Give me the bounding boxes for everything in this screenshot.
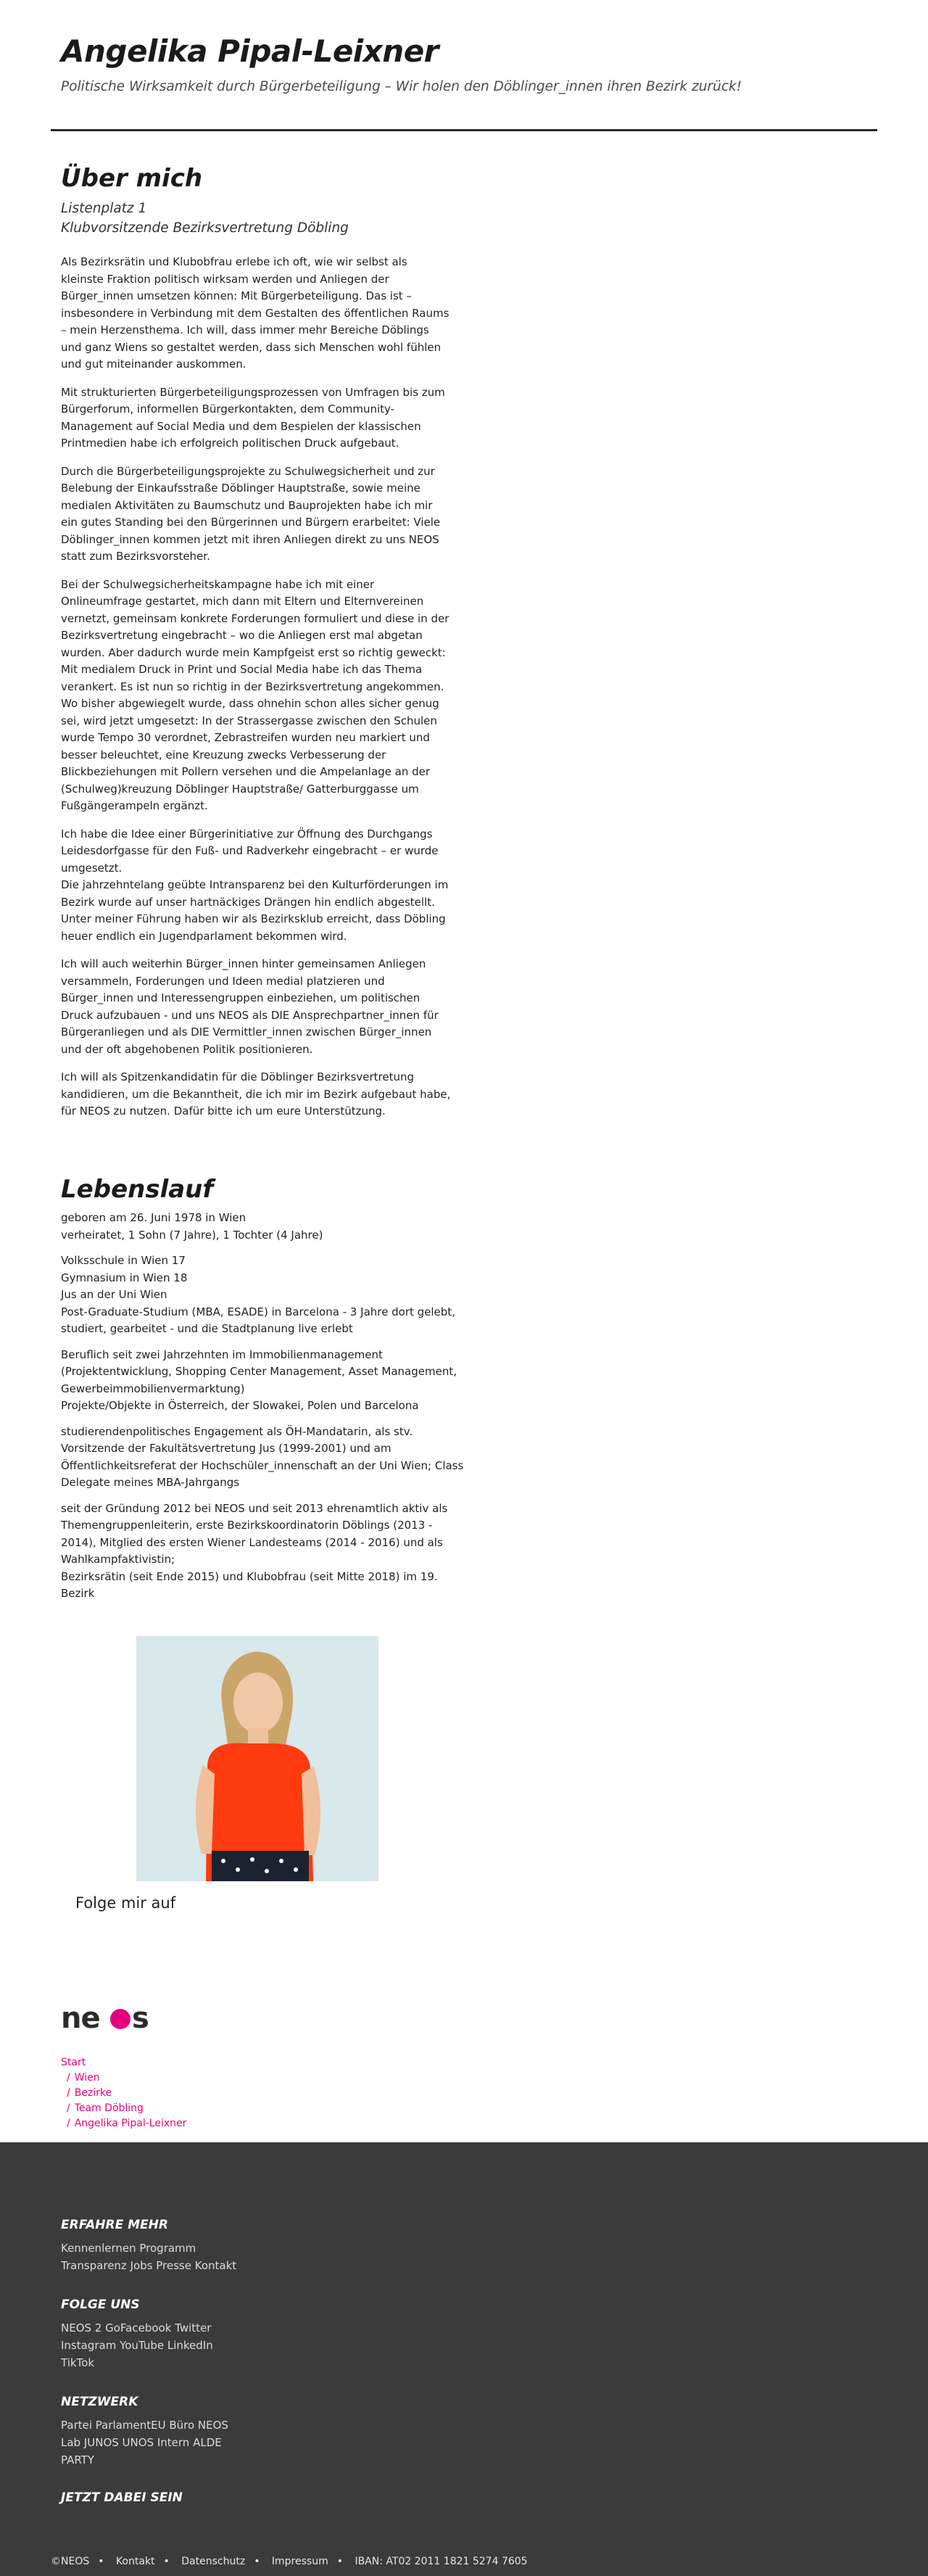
cv-paragraph: geboren am 26. Juni 1978 in Wien verheiratet, 1 Sohn (7 Jahre), 1 Tochter (4 Jahre) <box>61 1211 323 1242</box>
svg-text:ne: ne <box>61 2002 100 2035</box>
about-paragraph: Als Bezirksrätin und Klubobfrau erlebe ich oft, wie wir selbst als kleinste Fraktion politisch wirksam werden und Anliegen der Bürger_innen umsetzen können: Mit Bürgerbeteiligung. Das ist – insbesondere in Verbindung mit dem Gestalten des öffentlichen Raums – mein Herzensthema. Ich will, dass immer mehr Bereiche Döblings und ganz Wiens so gestaltet werden, dass sich Menschen wohl fühlen und gut miteinander auskommen. <box>61 255 450 371</box>
footer-section-join <box>61 2490 183 2505</box>
contact-link[interactable]: Kontakt <box>115 2556 155 2567</box>
copyright: ©NEOS <box>51 2556 90 2567</box>
portrait-photo <box>136 1636 378 1881</box>
join-link[interactable]: JETZT DABEI SEIN <box>61 2490 183 2505</box>
about-paragraph: Bei der Schulwegsicherheitskampagne habe ich mit einer Onlineumfrage gestartet, mich dann mit Eltern und Elternvereinen vernetzt, gemeinsam konkrete Forderungen formuliert und diese in der Bezirksvertretung eingebracht – wo die Anliegen erst mal abgetan wurden. Aber dadurch wurde mein Kampfgeist erst so richtig geweckt: Mit medialem Druck in Print und Social Media habe ich das Thema verankert. Es ist nun so richtig in der Bezirksvertretung angekommen. Wo bisher abgewiegelt wurde, dass ohnehin schon alles sicher genug sei, wird jetzt umgesetzt: In der Strassergasse zwischen den Schulen wurde Tempo 30 verordnet, Zebrastreifen wurden neu markiert und besser beleuchtet, eine Kreuzung zwecks Verbesserung der Blickbeziehungen mit Pollern versehen und die Ampelanlage an der (Schulweg)kreuzung Döblinger Hauptstraße/ Gatterburggasse um Fußgängerampeln ergänzt. <box>61 577 450 812</box>
page-title: Angelika Pipal-Leixner <box>61 33 439 69</box>
follow-me-label: Folge mir auf <box>75 1894 176 1912</box>
cv-paragraph: Beruflich seit zwei Jahrzehnten im Immobilienmanagement (Projektentwicklung, Shopping Center Management, Asset Management, Gewerbeimmobilienvermarktung) Projekte/Objekte in Österreich, der Slowakei, Polen und Barcelona <box>61 1347 457 1412</box>
neos-logo[interactable] <box>61 2002 155 2035</box>
footer-links[interactable]: Kennenlernen Programm Transparenz Jobs Presse Kontakt <box>61 2242 237 2272</box>
cv-title: Lebenslauf <box>61 1175 214 1204</box>
breadcrumb-item-wien[interactable]: Wien <box>74 2072 100 2084</box>
about-paragraph: Ich will als Spitzenkandidatin für die Döblinger Bezirksvertretung kandidieren, um die Bekanntheit, die ich mir im Bezirk aufgebaut habe, für NEOS zu nutzen. Dafür bitte ich um eure Unterstützung. <box>61 1070 451 1118</box>
about-paragraph: Durch die Bürgerbeteiligungsprojekte zu Schulwegsicherheit und zur Belebung der Einkaufsstraße Döblinger Hauptstraße, sowie meine medialen Aktivitäten zu Baumschutz und Bauprojekten habe ich mir ein gutes Standing bei den Bürgerinnen und Bürgern erarbeitet: Viele Döblinger_innen kommen jetzt mit ihren Anliegen direkt zu uns NEOS statt zum Bezirksvorsteher. <box>61 464 441 563</box>
breadcrumb-item-start[interactable]: Start <box>61 2057 86 2068</box>
breadcrumb-item-current[interactable]: Angelika Pipal-Leixner <box>74 2118 187 2129</box>
about-paragraph: Ich will auch weiterhin Bürger_innen hinter gemeinsamen Anliegen versammeln, Forderungen und Ideen medial platzieren und Bürger_innen und Interessengruppen einbeziehen, um politischen Druck aufzubauen - und uns NEOS als DIE Ansprechpartner_innen für Bürgeranliegen und als DIE Vermittler_innen zwischen Bürger_innen und der oft abgehobenen Politik positionieren. <box>61 957 439 1056</box>
legal-bar: ©NEOS • Kontakt • Datenschutz • Impressum • IBAN: AT02 2011 1821 5274 7605 <box>51 2556 528 2567</box>
cv-section <box>61 1175 467 1603</box>
footer-links[interactable]: Partei ParlamentEU Büro NEOS Lab JUNOS UNOS Intern ALDE PARTY <box>61 2419 228 2466</box>
svg-text:s: s <box>132 2002 149 2035</box>
footer-section-network <box>61 2395 228 2469</box>
iban: IBAN: AT02 2011 1821 5274 7605 <box>355 2556 528 2567</box>
footer-heading: NETZWERK <box>61 2395 138 2409</box>
footer-section-follow <box>61 2298 213 2371</box>
cv-paragraph: studierendenpolitisches Engagement als ÖH-Mandatarin, als stv. Vorsitzende der Fakultätsvertretung Jus (1999-2001) und am Öffentlichkeitsreferat der Hochschüler_innenschaft an der Uni Wien; Class Delegate meines MBA-Jahrgangs <box>61 1424 464 1489</box>
about-paragraph: Ich habe die Idee einer Bürgerinitiative zur Öffnung des Durchgangs Leidesdorfgasse für den Fuß- und Radverkehr eingebracht – er wurde umgesetzt. Die jahrzehntelang geübte Intransparenz bei den Kulturförderungen im Bezirk wurde auf unser hartnäckiges Drängen hin endlich abgestellt. Unter meiner Führung haben wir als Bezirksklub erreicht, dass Döbling heuer endlich ein Jugendparlament bekommen wird. <box>61 827 449 943</box>
breadcrumb-item-team[interactable]: Team Döbling <box>74 2102 144 2114</box>
role: Klubvorsitzende Bezirksvertretung Döbling <box>61 220 349 236</box>
about-section <box>61 164 452 1120</box>
site-footer <box>0 2142 928 2576</box>
about-paragraph: Mit strukturierten Bürgerbeteiligungsprozessen von Umfragen bis zum Bürgerforum, informellen Bürgerkontakten, dem Community-Management auf Social Media und dem Bespielen der klassischen Printmedien habe ich erfolgreich politischen Druck aufgebaut. <box>61 385 445 450</box>
list-position: Listenplatz 1 <box>61 201 147 216</box>
cv-paragraph: Volksschule in Wien 17 Gymnasium in Wien 18 Jus an der Uni Wien Post-Graduate-Studium (MBA, ESADE) in Barcelona - 3 Jahre dort gelebt, studiert, gearbeitet - und die Stadtplanung live erlebt <box>61 1254 455 1335</box>
imprint-link[interactable]: Impressum <box>271 2556 328 2567</box>
privacy-link[interactable]: Datenschutz <box>181 2556 246 2567</box>
footer-heading: FOLGE UNS <box>61 2298 140 2312</box>
footer-links[interactable]: NEOS 2 GoFacebook Twitter Instagram YouTube LinkedIn TikTok <box>61 2321 213 2369</box>
page-header <box>0 0 928 131</box>
about-title: Über mich <box>61 164 203 193</box>
tagline: Politische Wirksamkeit durch Bürgerbeteiligung – Wir holen den Döblinger_innen ihren Bezirk zurück! <box>61 79 742 94</box>
breadcrumb: Start / Wien / Bezirke / Team Döbling / Angelika Pipal-Leixner <box>61 2057 187 2129</box>
footer-heading: ERFAHRE MEHR <box>61 2218 168 2232</box>
cv-paragraph: seit der Gründung 2012 bei NEOS und seit 2013 ehrenamtlich aktiv als Themengruppenleiterin, erste Bezirkskoordinatorin Döblings (2013 - 2014), Mitglied des ersten Wiener Landesteams (2014 - 2016) und als Wahlkampfaktivistin; Bezirksrätin (seit Ende 2015) und Klubobfrau (seit Mitte 2018) im 19. Bezirk <box>61 1501 448 1600</box>
breadcrumb-item-bezirke[interactable]: Bezirke <box>74 2087 112 2099</box>
footer-section-learn <box>61 2218 236 2274</box>
header-divider <box>51 129 877 131</box>
